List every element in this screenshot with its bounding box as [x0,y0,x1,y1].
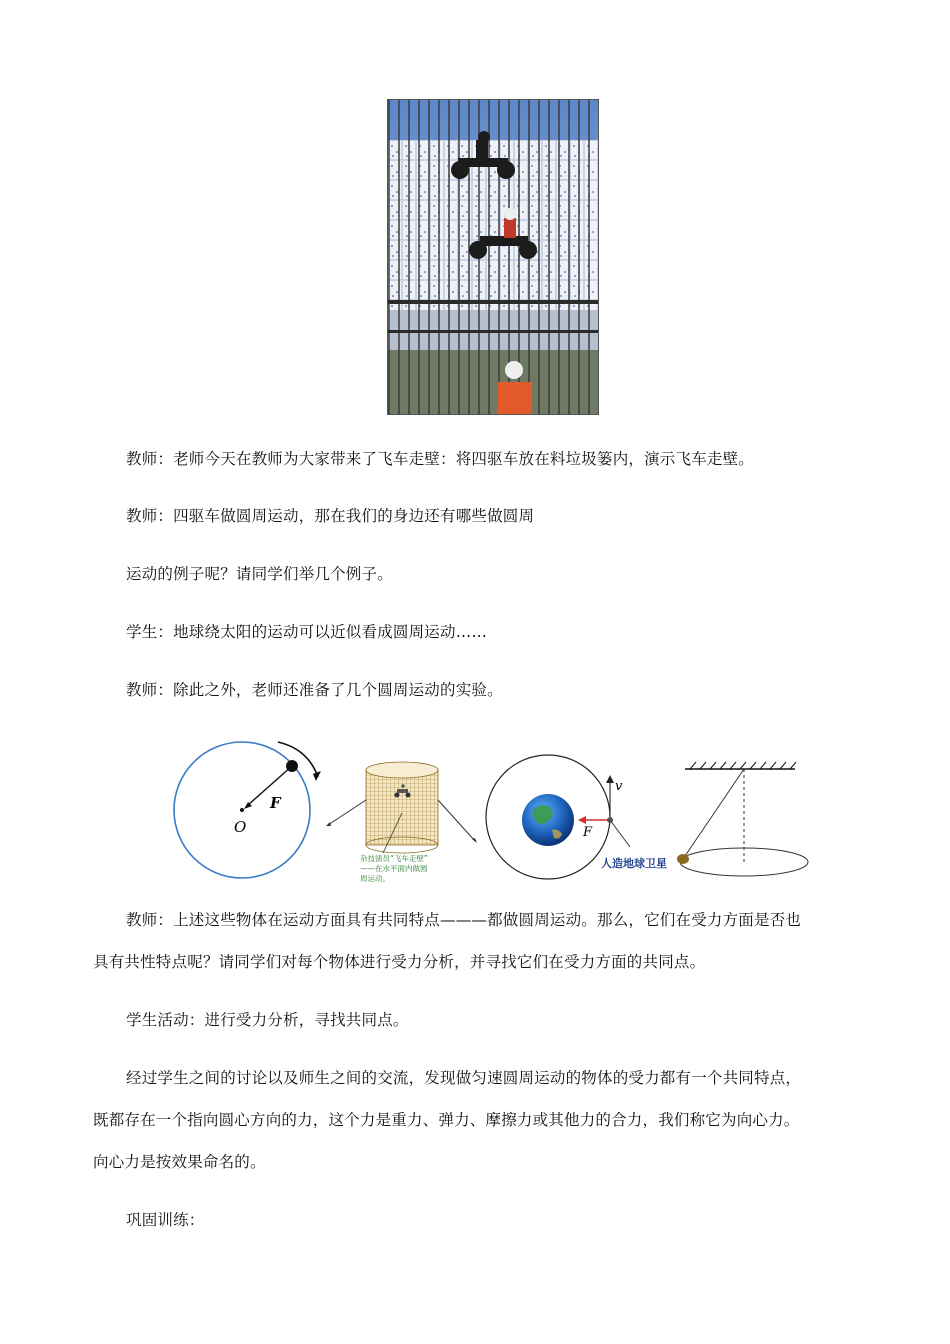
paragraph-7: 学生活动：进行受力分析，寻找共同点。 [126,1011,409,1029]
pointer-tip-right [472,838,477,843]
satellite-pointer [610,820,630,847]
center-label: O [234,818,247,836]
pointer-line-right [438,800,475,841]
paragraph-6-line-1: 教师：上述这些物体在运动方面具有共同特点———都做圆周运动。那么，它们在受力方面是否也 [126,911,802,929]
stunt-photo [387,99,599,415]
paragraph-1: 教师：老师今天在教师为大家带来了飞车走壁：将四驱车放在料垃圾篓内，演示飞车走壁。 [126,450,755,468]
wall-caption-line3: 周运动。 [360,874,390,883]
wall-caption-line1: 杂技演员“飞车走壁” [360,854,428,863]
pointer-tip-left [326,822,331,826]
mesh-cylinder-top [366,762,438,778]
velocity-arrowhead [606,775,614,783]
paragraph-4: 学生：地球绕太阳的运动可以近似看成圆周运动…… [126,623,488,641]
paragraph-6-line-2: 具有共性特点呢？请同学们对每个物体进行受力分析，并寻找它们在受力方面的共同点。 [93,953,706,971]
pointer-line-left [328,800,366,825]
moving-ball [286,760,298,772]
circular-motion-figures [170,735,810,895]
paragraph-3: 运动的例子呢？请同学们举几个例子。 [126,565,393,583]
paragraph-5: 教师：除此之外，老师还准备了几个圆周运动的实验。 [126,681,503,699]
force-arrow-head [578,816,586,824]
satellite-caption: 人造地球卫星 [601,857,667,870]
paragraph-8-line-1: 经过学生之间的讨论以及师生之间的交流，发现做匀速圆周运动的物体的受力都有一个共同特点， [126,1069,802,1087]
ceiling-hatching [690,762,796,769]
force-label: F [270,794,281,812]
paragraph-9: 巩固训练： [126,1211,205,1229]
motion-arrowhead [313,771,321,781]
circle-force-figure [174,742,321,878]
center-dot [240,808,244,812]
pendulum-string [683,769,744,859]
satellite-force-label: F [583,825,593,840]
mesh-cylinder-body [366,770,438,845]
pendulum-bob [677,854,689,864]
wall-of-death-figure [326,762,477,883]
paragraph-8-line-2: 既都存在一个指向圆心方向的力，这个力是重力、弹力、摩擦力或其他力的合力，我们称它为向心力。 [93,1111,800,1129]
stunt-motorcycle-wall-photo-icon [388,100,598,414]
paragraph-8-line-3: 向心力是按效果命名的。 [93,1153,266,1171]
velocity-label: v [615,779,623,794]
satellite-figure [486,755,667,879]
conical-pendulum-figure [677,762,808,876]
paragraph-2: 教师：四驱车做圆周运动，那在我们的身边还有哪些做圆周 [126,507,535,525]
wall-caption-line2: ——在水平面内做圆 [360,864,428,873]
